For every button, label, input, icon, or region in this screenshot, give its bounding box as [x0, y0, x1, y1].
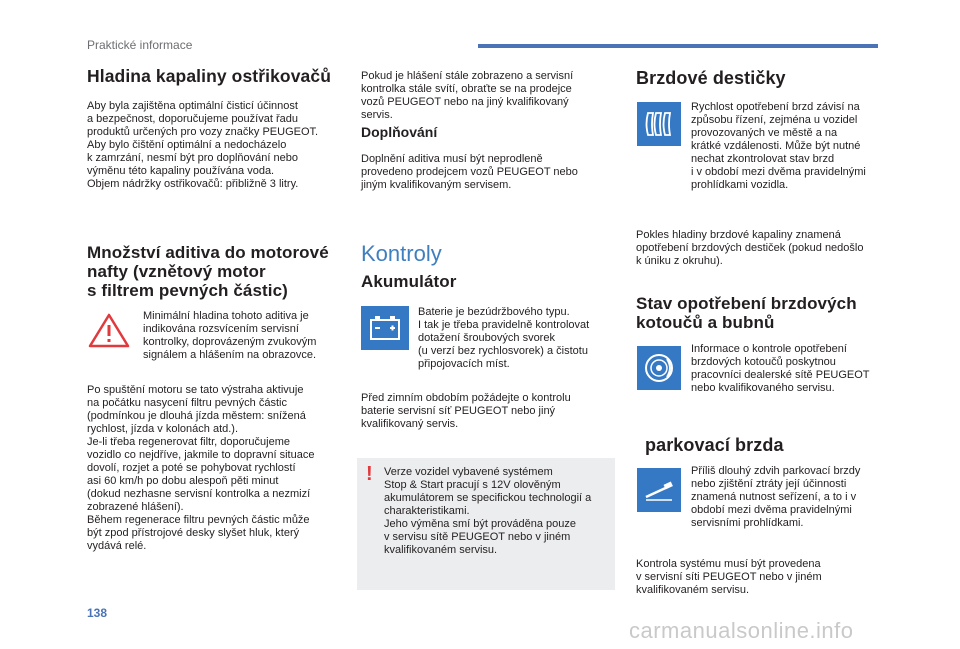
parking-brake-title: parkovací brzda — [645, 435, 784, 455]
checks-title: Kontroly — [361, 241, 442, 266]
battery-title: Akumulátor — [361, 272, 457, 291]
exclamation-icon: ! — [366, 463, 373, 485]
additive-text: Po spuštění motoru se tato výstraha aktivuje na počátku nasycení filtru pevných částic (podmínkou je dlouhá jízda městem: snížená rychlost, jízda v kolonách atd.). Je-li třeba regenerovat filtr, doporučujeme vozidlo co nejdříve, jakmile to dopravní situace dovolí, rozjet a poté se pohybovat rychlostí asi 60 km/h po dobu alespoň pěti minut (dokud nezhasne servisní kontrolka a nezmizí zobrazené hlášení). Během regenerace filtru pevných částic může být zpod přístrojové desky slyšet hluk, který vydává relé. — [87, 384, 315, 552]
washer-title: Hladina kapaliny ostřikovačů — [87, 66, 331, 86]
brake-pads-icon — [637, 102, 681, 146]
battery-icon — [361, 306, 409, 350]
note-text: Verze vozidel vybavené systémem Stop & Start pracují s 12V olověným akumulátorem se specifickou technologií a charakteristikami. Jeho výměna smí být prováděna pouze v servisu sítě PEUGEOT nebo v jiném kvalifikovaném servisu. — [384, 466, 592, 556]
page-number: 138 — [87, 606, 108, 620]
washer-text: Aby byla zajištěna optimální čisticí účinnost a bezpečnost, doporučujeme používat řadu produktů určených pro vozy značky PEUGEOT. Aby bylo čištění optimální a nedocházelo k zamrzání, nesmí být pro doplňování nebo výměnu této kapaliny používána voda. Objem nádržky ostřikovačů: přibližně 3 litry. — [87, 100, 319, 190]
refill-text: Doplnění aditiva musí být neprodleně provedeno prodejcem vozů PEUGEOT nebo jiným kvalifikovaným servisem. — [361, 153, 578, 191]
discs-title-line1: Stav opotřebení brzdových — [636, 294, 857, 313]
brake-disc-icon — [637, 346, 681, 390]
additive-title-line2: nafty (vznětový motor — [87, 262, 266, 281]
parking-brake-icon — [637, 468, 681, 512]
brake-pads-icon-text: Rychlost opotřebení brzd závisí na způsobu řízení, zejména u vozidel provozovaných ve městě a na krátké vzdálenosti. Může být nutné nechat zkontrolovat stav brzd i v období mezi dvěma pravidelnými prohlídkami vozidla. — [691, 101, 866, 191]
service-text: Pokud je hlášení stále zobrazeno a servisní kontrolka stále svítí, obraťte se na prodejce vozů PEUGEOT nebo na jiný kvalifikovaný servis. — [361, 70, 574, 121]
additive-title-line1: Množství aditiva do motorové — [87, 243, 329, 262]
warning-triangle-icon — [88, 312, 130, 348]
parking-brake-icon-text: Příliš dlouhý zdvih parkovací brzdy nebo zjištění ztráty její účinnosti znamená nutnost seřízení, a to i v období mezi dvěma pravidelnými servisními prohlídkami. — [691, 465, 861, 529]
parking-brake-text: Kontrola systému musí být provedena v servisní síti PEUGEOT nebo v jiném kvalifikovaném servisu. — [636, 558, 822, 596]
battery-icon-text: Baterie je bezúdržbového typu. I tak je třeba pravidelně kontrolovat dotažení šroubových svorek (u verzí bez rychlosvorek) a čistotu připojovacích míst. — [418, 306, 590, 370]
brake-pads-title: Brzdové destičky — [636, 68, 786, 88]
discs-title-line2: kotoučů a bubnů — [636, 313, 775, 332]
additive-warning-text: Minimální hladina tohoto aditiva je indikována rozsvícením servisní kontrolky, doprovázeným zvukovým signálem a hlášením na obrazovce. — [143, 310, 317, 361]
watermark: carmanualsonline.info — [629, 618, 854, 643]
header-bar — [478, 44, 878, 48]
additive-title-line3: s filtrem pevných částic) — [87, 281, 288, 300]
header-title: Praktické informace — [87, 38, 193, 52]
discs-icon-text: Informace o kontrole opotřebení brzdových kotoučů poskytnou pracovníci dealerské sítě PEUGEOT nebo kvalifikovaného servisu. — [691, 343, 870, 394]
battery-text: Před zimním obdobím požádejte o kontrolu baterie servisní síť PEUGEOT nebo jiný kvalifikovaný servis. — [361, 392, 571, 430]
refill-title: Doplňování — [361, 124, 438, 140]
brake-pads-text: Pokles hladiny brzdové kapaliny znamená opotřebení brzdových destiček (pokud nedošlo k úniku z okruhu). — [636, 229, 864, 267]
